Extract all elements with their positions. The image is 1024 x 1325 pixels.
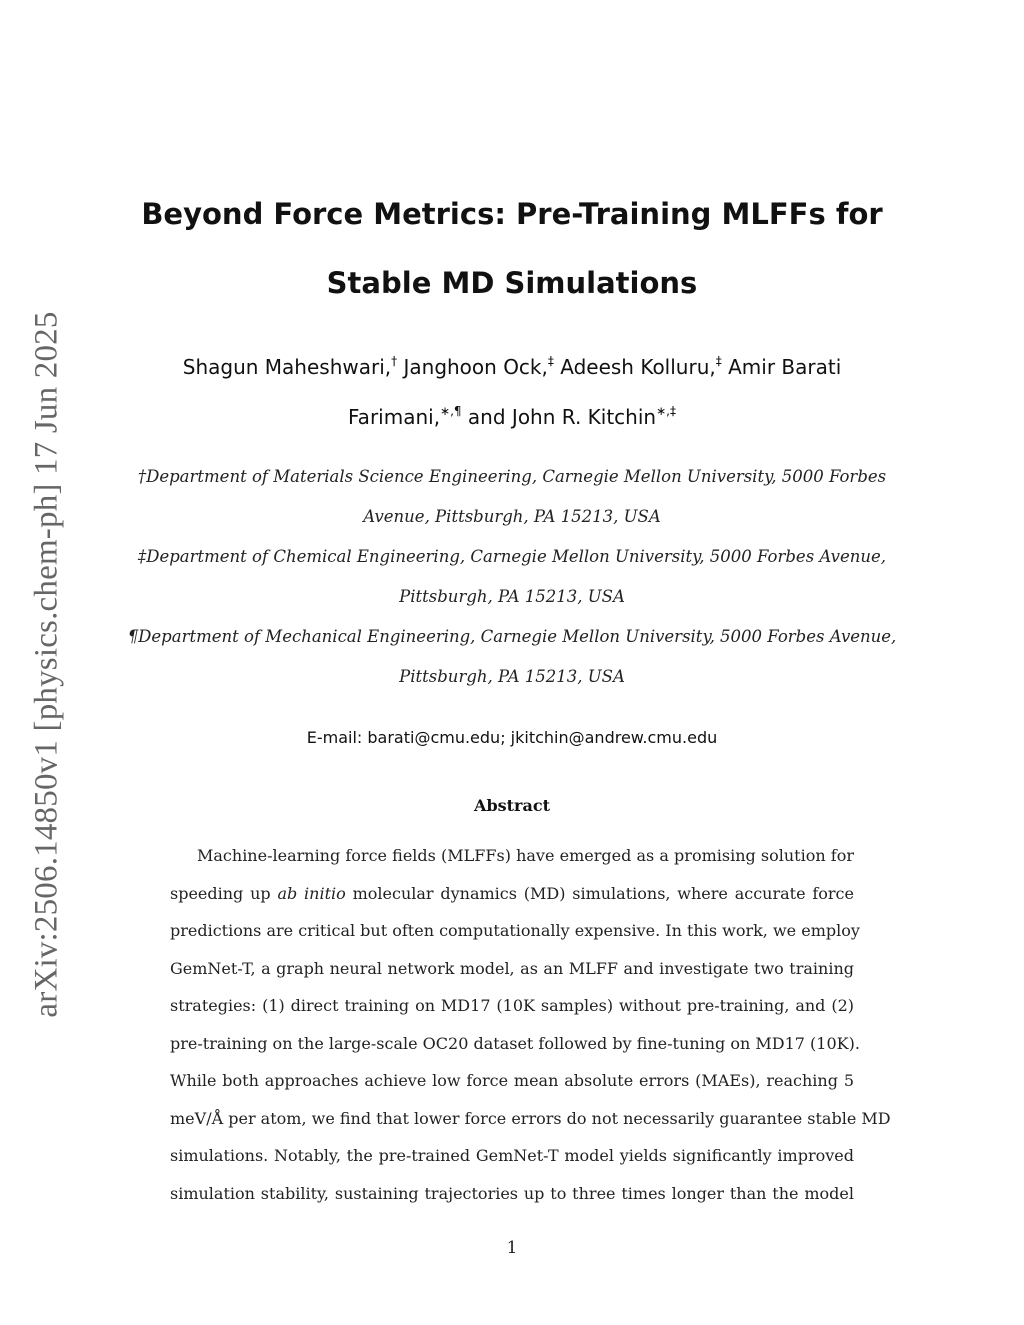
abstract-line: strategies: (1) direct training on MD17 (10K samples) without pre-training, and (2) xyxy=(170,996,854,1015)
abstract-line: predictions are critical but often computationally expensive. In this work, we employ xyxy=(170,921,860,940)
author-name: Janghoon Ock, xyxy=(403,355,548,379)
author-mark: ∗,¶ xyxy=(440,404,462,418)
paper-title-line-1: Beyond Force Metrics: Pre-Training MLFFs for xyxy=(141,197,883,231)
author-mark: ∗,‡ xyxy=(656,404,676,418)
abstract-line xyxy=(170,884,854,903)
author-mark: ‡ xyxy=(715,354,722,368)
abstract-italic-text: ab initio xyxy=(277,884,346,903)
affiliation-1-line-2: Avenue, Pittsburgh, PA 15213, USA xyxy=(363,507,661,526)
affiliation-2-line-2: Pittsburgh, PA 15213, USA xyxy=(399,587,625,606)
author-name: Adeesh Kolluru, xyxy=(560,355,716,379)
abstract-text: molecular dynamics (MD) simulations, where accurate force xyxy=(352,884,854,903)
author-mark: ‡ xyxy=(547,354,554,368)
author-list-line-1 xyxy=(140,354,884,379)
author-mark: † xyxy=(391,354,398,368)
author-name-part: Farimani, xyxy=(348,405,441,429)
author-name-part: Amir Barati xyxy=(728,355,842,379)
abstract-line: simulations. Notably, the pre-trained GemNet-T model yields significantly improved xyxy=(170,1146,854,1165)
affiliation-2-line-1: ‡Department of Chemical Engineering, Carnegie Mellon University, 5000 Forbes Avenue, xyxy=(137,547,887,566)
affiliation-3-line-1: ¶Department of Mechanical Engineering, Carnegie Mellon University, 5000 Forbes Avenue, xyxy=(127,627,897,646)
arxiv-identifier: arXiv:2506.14850v1 [physics.chem-ph] 17 Jun 2025 xyxy=(28,310,65,1018)
abstract-line: meV/Å per atom, we find that lower force errors do not necessarily guarantee stable MD xyxy=(170,1109,891,1128)
author-name: Shagun Maheshwari, xyxy=(182,355,392,379)
abstract-line: GemNet-T, a graph neural network model, as an MLFF and investigate two training xyxy=(170,959,854,978)
arxiv-sidebar xyxy=(22,300,72,1028)
abstract-line: Machine-learning force fields (MLFFs) have emerged as a promising solution for xyxy=(197,846,854,865)
affiliation-3-line-2: Pittsburgh, PA 15213, USA xyxy=(399,667,625,686)
abstract-line: pre-training on the large-scale OC20 dataset followed by fine-tuning on MD17 (10K). xyxy=(170,1034,860,1053)
abstract-heading: Abstract xyxy=(474,796,550,815)
author-list-line-2 xyxy=(140,404,884,429)
page-number: 1 xyxy=(506,1238,518,1258)
abstract-line: simulation stability, sustaining trajectories up to three times longer than the model xyxy=(170,1184,854,1203)
affiliation-1-line-1: †Department of Materials Science Engineering, Carnegie Mellon University, 5000 Forbes xyxy=(137,467,887,486)
paper-title-line-2: Stable MD Simulations xyxy=(326,266,698,300)
contact-email: E-mail: barati@cmu.edu; jkitchin@andrew.cmu.edu xyxy=(306,728,718,747)
abstract-text: speeding up xyxy=(170,884,271,903)
author-conjunction: and xyxy=(467,405,506,429)
author-name: John R. Kitchin xyxy=(511,405,657,429)
abstract-line: While both approaches achieve low force mean absolute errors (MAEs), reaching 5 xyxy=(170,1071,854,1090)
